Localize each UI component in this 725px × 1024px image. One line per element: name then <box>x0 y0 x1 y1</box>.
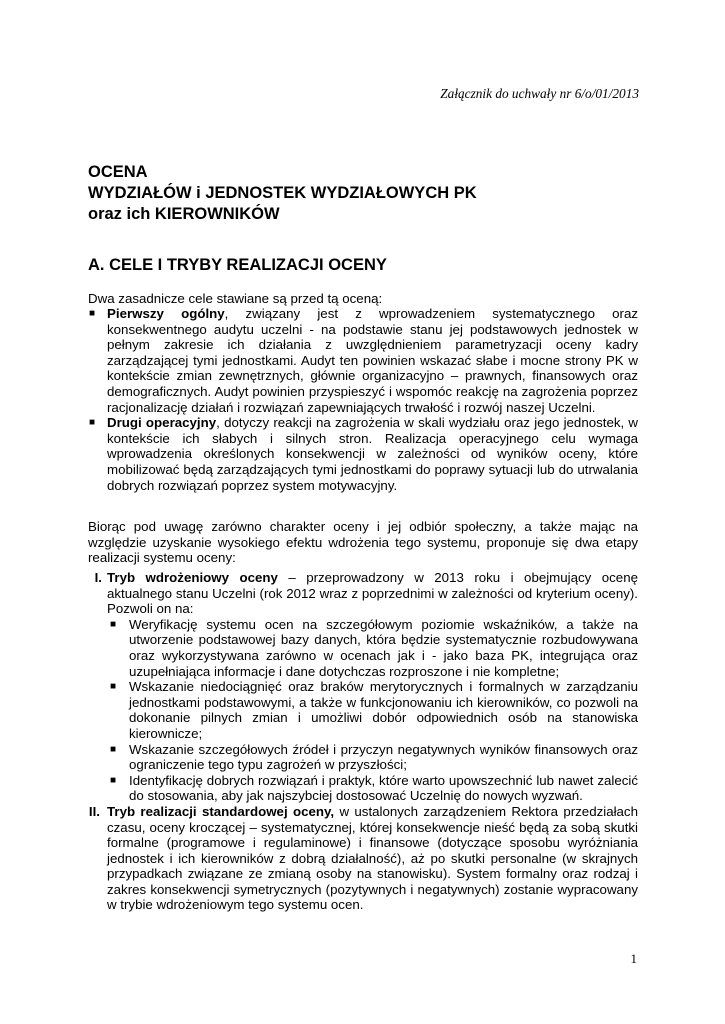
goal-item <box>88 415 638 493</box>
goal-text: , dotyczy reakcji na zagrożenia w skali wydziału oraz jego jednostek, w kontekście ich słabych i silnych stron. Realizacja operacyjnego celu wymaga wprowadzenia określonych konsekwencji w zależności od wyników oceny, które mobilizować będą zarządzających tymi jednostkami do poprawy sytuacji lub do utrwalania dobrych rozwiązań poprzez system motywacyjny. <box>107 415 639 493</box>
subitem <box>107 617 638 679</box>
square-bullet-icon: ■ <box>110 618 117 630</box>
title-line-2: WYDZIAŁÓW i JEDNOSTEK WYDZIAŁOWYCH PK <box>88 184 477 202</box>
document-title <box>88 162 477 225</box>
stage-item <box>88 804 638 913</box>
goals-list <box>88 306 638 493</box>
subitem <box>107 679 638 741</box>
goal-text: , związany jest z wprowadzeniem systematycznego oraz konsekwentnego audytu uczelni - na podstawie stanu jej podstawowych jednostek w pełnym zakresie ich działania z uwzględnieniem parametryzacji oceny kadry zarządzającej tymi jednostkami. Audyt ten powinien wskazać słabe i mocne strony PK w kontekście zmian zewnętrznych, głównie organizacyjno – prawnych, finansowych oraz demograficznych. Audyt powinien przyspieszyć i wspomóc reakcję na zagrożenia poprzez racjonalizację działań i rozwiązań zapewniających trwałość i rozwój naszej Uczelni. <box>107 306 639 415</box>
subitem <box>107 773 638 804</box>
subitem <box>107 742 638 773</box>
page-number: 1 <box>630 951 637 966</box>
stages-list <box>88 570 638 913</box>
stage-text: w ustalonych zarządzeniem Rektora przedziałach czasu, oceny kroczącej – systematycznej, której konsekwencje nieść będą za sobą skutki formalne (programowe i regulaminowe) i finansowe (dotyczące sposobu wyróżniania jednostek i ich kierowników z dobrą działalność), aż po skutki personalne (w skrajnych przypadkach związane ze zmianą osoby na stanowisku). System formalny oraz rodzaj i zakres konsekwencji symetrycznych (pozytywnych i negatywnych) zostanie wypracowany w trybie wdrożeniowym tego systemu ocen. <box>107 803 638 913</box>
square-bullet-icon: ■ <box>89 308 96 319</box>
subitem-text: Wskazanie szczegółowych źródeł i przyczyn negatywnych wyników finansowych oraz ograniczenie tego typu zagrożeń w przyszłości; <box>129 741 638 773</box>
section-a-heading: A. CELE I TRYBY REALIZACJI OCENY <box>88 256 387 274</box>
stages-intro-paragraph: Biorąc pod uwagę zarówno charakter oceny i jej odbiór społeczny, a także mając na względzie uzyskanie wysokiego efektu wdrożenia tego systemu, proponuje się dwa etapy realizacji systemu oceny: <box>88 519 638 566</box>
subitem-text: Identyfikację dobrych rozwiązań i praktyk, które warto upowszechnić lub nawet zalecić do stosowania, aby jak najszybciej dostosować Uczelnię do nowych wyzwań. <box>129 772 638 804</box>
stage-text: – przeprowadzony w 2013 roku i obejmujący ocenę aktualnego stanu Uczelni (rok 2012 wraz z poprzednimi w zależności od kryterium oceny). Pozwoli on na: <box>107 570 638 617</box>
annex-reference: Załącznik do uchwały nr 6/o/01/2013 <box>440 86 639 101</box>
stage-item <box>88 570 638 804</box>
square-bullet-icon: ■ <box>110 743 117 755</box>
title-line-3: oraz ich KIEROWNIKÓW <box>88 205 280 223</box>
title-line-1: OCENA <box>88 163 148 181</box>
stage-title: Tryb realizacji standardowej oceny, <box>107 803 335 819</box>
goal-title: Pierwszy ogólny <box>107 306 225 321</box>
stage-title: Tryb wdrożeniowy oceny <box>107 570 278 585</box>
intro-paragraph: Dwa zasadnicze cele stawiane są przed tą oceną: <box>88 291 383 306</box>
stage-subitems <box>107 617 638 804</box>
stage-number: II. <box>88 803 100 819</box>
square-bullet-icon: ■ <box>110 774 117 786</box>
square-bullet-icon: ■ <box>89 417 96 429</box>
goal-title: Drugi operacyjny <box>107 415 217 431</box>
goal-item <box>88 306 638 415</box>
subitem-text: Wskazanie niedociągnięć oraz braków merytorycznych i formalnych w zarządzaniu jednostkami podstawowymi, a także w funkcjonowaniu ich kierowników, co pozwoli na dokonanie pilnych zmian i umożliwi dobór odpowiednich osób na stanowiska kierownicze; <box>129 679 638 741</box>
stage-number: I. <box>94 570 102 585</box>
subitem-text: Weryfikację systemu ocen na szczegółowym poziomie wskaźników, a także na utworzenie podstawowej bazy danych, która będzie systematycznie rozbudowywana oraz wykorzystywana zarówno w ocenach jak i - jako baza PK, integrująca oraz uzupełniająca informacje i dane dotychczas rozproszone i nie kompletne; <box>129 616 638 679</box>
square-bullet-icon: ■ <box>110 681 117 693</box>
